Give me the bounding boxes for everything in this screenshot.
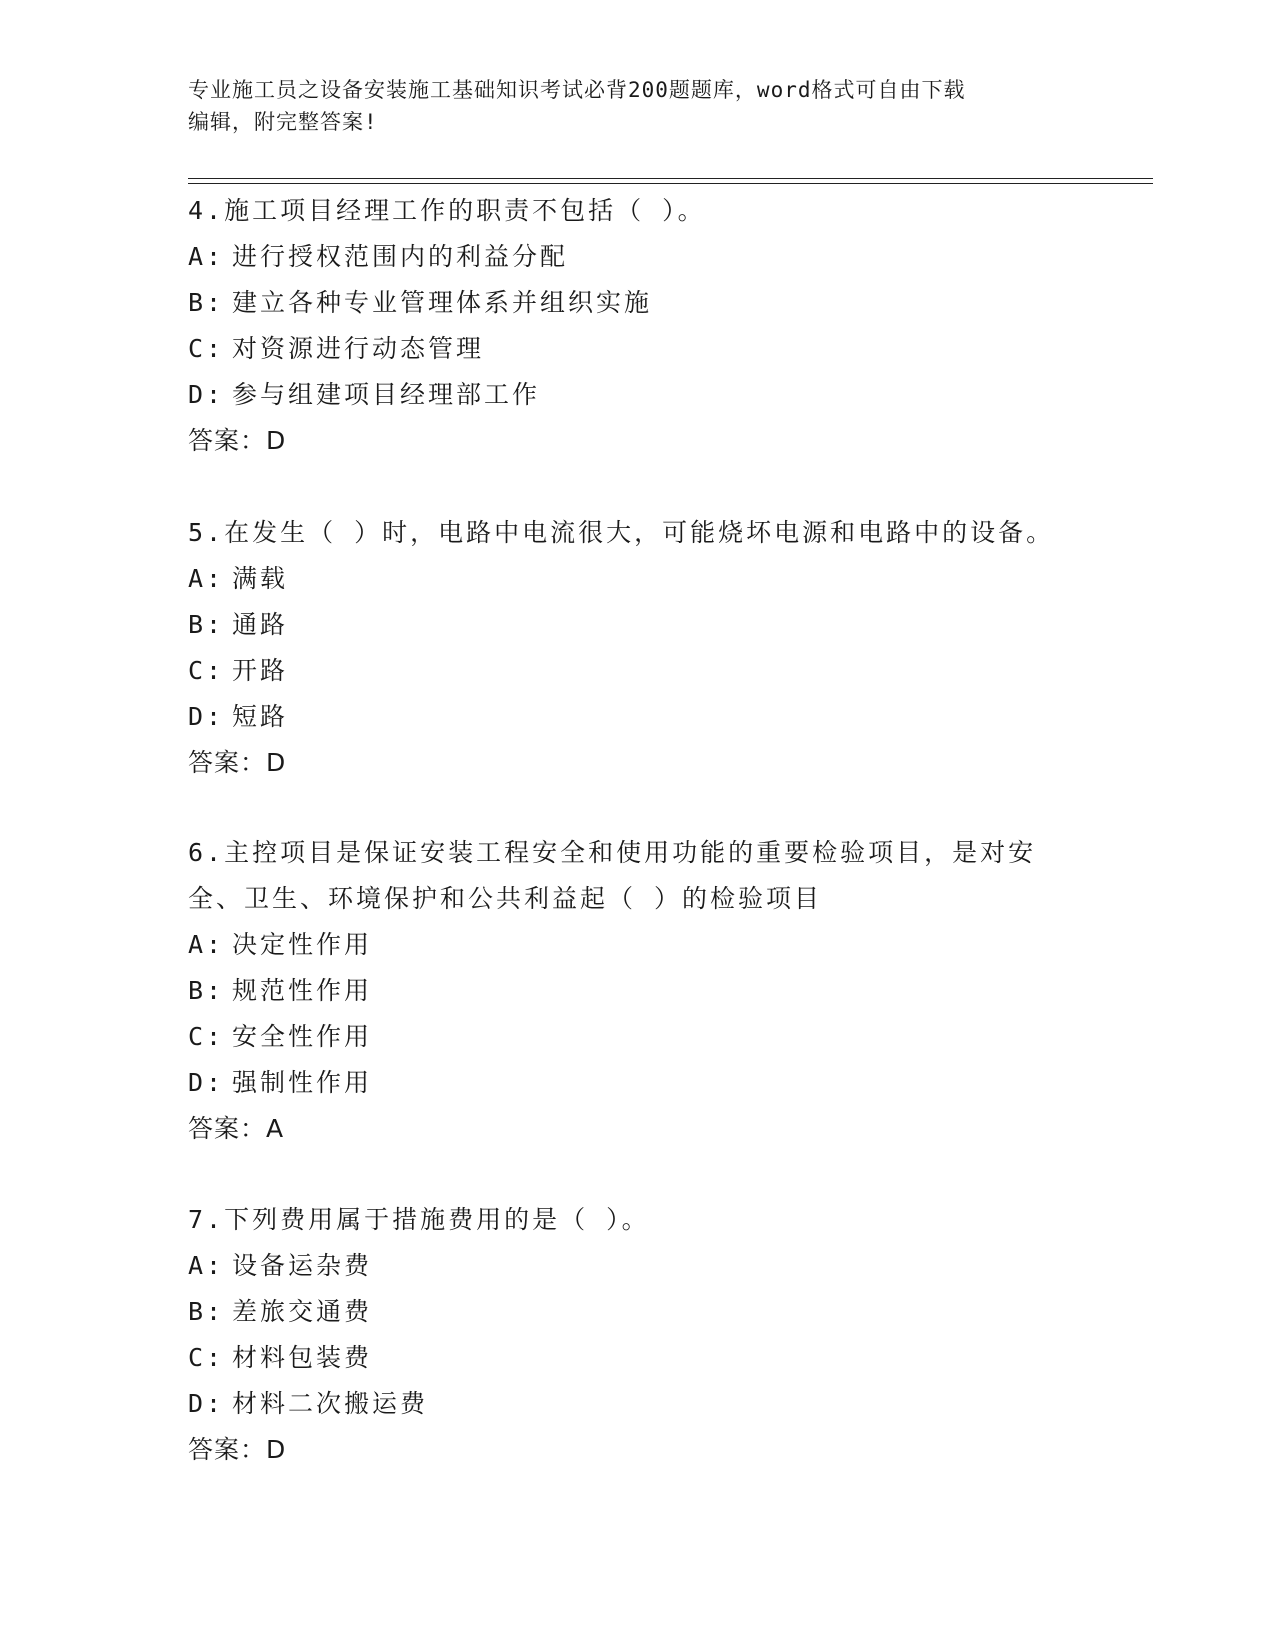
- option-letter: D:: [188, 1068, 225, 1097]
- option-c: [188, 326, 1088, 372]
- option-letter: D:: [188, 1389, 225, 1418]
- answer-line: 答案：A: [188, 1114, 285, 1143]
- option-text: 满载: [232, 564, 289, 593]
- option-text: 规范性作用: [232, 976, 373, 1005]
- option-a: [188, 1243, 1088, 1289]
- question-stem: 6.主控项目是保证安装工程安全和使用功能的重要检验项目，是对安全、卫生、环境保护和公共利益起（ ）的检验项目: [188, 838, 1037, 913]
- question-stem: 7.下列费用属于措施费用的是（ ）。: [188, 1205, 650, 1234]
- option-c: [188, 1335, 1088, 1381]
- option-text: 开路: [232, 656, 289, 685]
- option-text: 通路: [232, 610, 289, 639]
- option-text: 参与组建项目经理部工作: [232, 380, 541, 409]
- question-6: [188, 830, 1088, 1152]
- option-text: 决定性作用: [232, 930, 373, 959]
- option-text: 差旅交通费: [232, 1297, 373, 1326]
- option-letter: B:: [188, 976, 225, 1005]
- header-title-line-2: 编辑，附完整答案!: [188, 110, 378, 134]
- option-text: 安全性作用: [232, 1022, 373, 1051]
- option-text: 设备运杂费: [232, 1251, 373, 1280]
- question-7: [188, 1197, 1088, 1473]
- question-stem: 4.施工项目经理工作的职责不包括（ ）。: [188, 196, 706, 225]
- answer-line: 答案：D: [188, 748, 287, 777]
- question-4: [188, 188, 1088, 464]
- option-letter: A:: [188, 930, 225, 959]
- option-b: [188, 280, 1088, 326]
- option-letter: D:: [188, 702, 225, 731]
- option-c: [188, 648, 1088, 694]
- option-b: [188, 602, 1088, 648]
- question-stem: 5.在发生（ ）时，电路中电流很大，可能烧坏电源和电路中的设备。: [188, 518, 1055, 547]
- option-letter: B:: [188, 610, 225, 639]
- option-text: 短路: [232, 702, 289, 731]
- option-d: [188, 694, 1088, 740]
- header-divider-bottom: [188, 183, 1153, 184]
- option-a: [188, 556, 1088, 602]
- option-a: [188, 234, 1088, 280]
- option-c: [188, 1014, 1088, 1060]
- option-letter: A:: [188, 242, 225, 271]
- option-text: 进行授权范围内的利益分配: [232, 242, 569, 271]
- option-d: [188, 1060, 1088, 1106]
- option-letter: B:: [188, 288, 225, 317]
- option-letter: A:: [188, 1251, 225, 1280]
- option-d: [188, 1381, 1088, 1427]
- option-letter: B:: [188, 1297, 225, 1326]
- option-letter: C:: [188, 1343, 225, 1372]
- option-text: 对资源进行动态管理: [232, 334, 485, 363]
- option-letter: C:: [188, 1022, 225, 1051]
- option-letter: D:: [188, 380, 225, 409]
- header-divider-top: [188, 178, 1153, 179]
- option-text: 强制性作用: [232, 1068, 373, 1097]
- question-5: [188, 510, 1088, 786]
- header-title-line-1: 专业施工员之设备安装施工基础知识考试必背200题题库，word格式可自由下载: [188, 78, 966, 102]
- option-text: 材料二次搬运费: [232, 1389, 429, 1418]
- answer-line: 答案：D: [188, 1435, 287, 1464]
- option-letter: C:: [188, 334, 225, 363]
- option-letter: A:: [188, 564, 225, 593]
- option-b: [188, 968, 1088, 1014]
- option-text: 建立各种专业管理体系并组织实施: [232, 288, 653, 317]
- document-header: [188, 74, 1088, 138]
- option-text: 材料包装费: [232, 1343, 373, 1372]
- option-letter: C:: [188, 656, 225, 685]
- option-b: [188, 1289, 1088, 1335]
- option-d: [188, 372, 1088, 418]
- option-a: [188, 922, 1088, 968]
- answer-line: 答案：D: [188, 426, 287, 455]
